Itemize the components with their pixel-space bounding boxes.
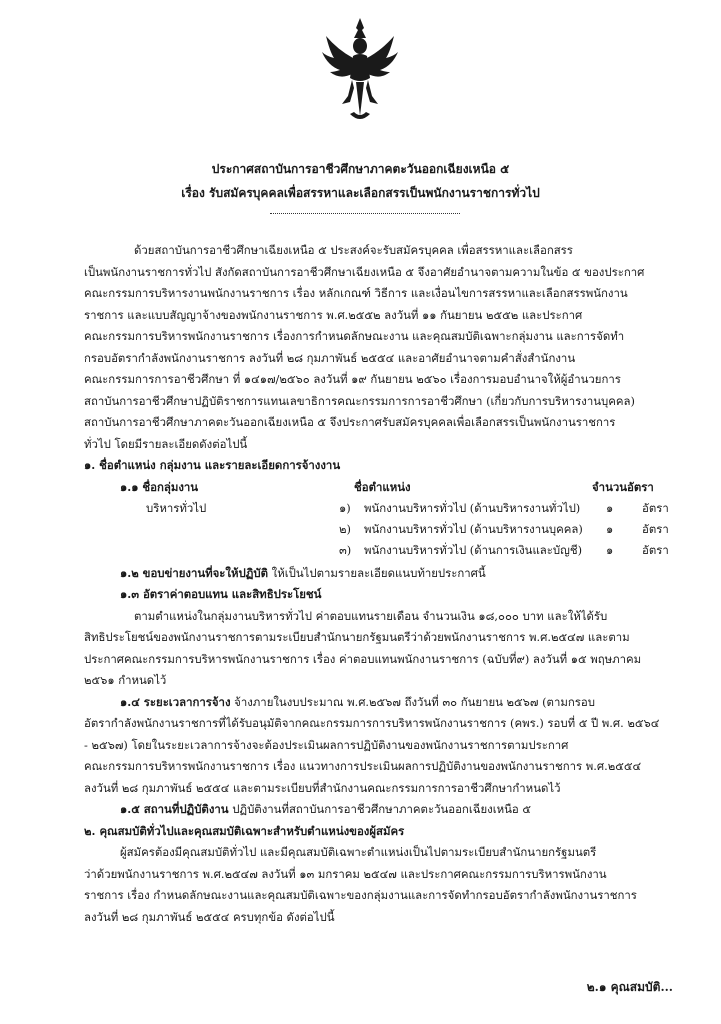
intro-line: คณะกรรมการบริหารพนักงานราชการ เรื่องการกำหนดลักษณะงาน และคุณสมบัติเฉพาะกลุ่มงาน และการจัดทำ [84, 329, 625, 343]
intro-line: คณะกรรมการบริหารงานพนักงานราชการ เรื่อง หลักเกณฑ์ วิธีการ และเงื่อนไขการสรรหาและเลือกสรรพนักงาน [84, 286, 628, 300]
continuation-marker: ๒.๑ คุณสมบัติ... [586, 980, 673, 994]
position-name: พนักงานบริหารทั่วไป (ด้านการเงินและบัญชี) [364, 542, 583, 557]
intro-line: คณะกรรมการการอาชีวศึกษา ที่ ๑๔๑๗/๒๕๖๐ ลงวันที่ ๑๙ กันยายน ๒๕๖๐ เรื่องการมอบอำนาจให้ผู้อำนวยการ [84, 372, 621, 386]
garuda-emblem-icon [320, 16, 400, 126]
announcement-subject: เรื่อง รับสมัครบุคคลเพื่อสรรหาและเลือกสรรเป็นพนักงานราชการทั่วไป [181, 186, 540, 200]
position-unit: อัตรา [642, 500, 669, 515]
section-1-3-line: ประกาศคณะกรรมการบริหารพนักงานราชการ เรื่อง ค่าตอบแทนพนักงานราชการ (ฉบับที่๙) ลงวันที่ ๑๕ พฤษภาคม [84, 651, 642, 666]
intro-line: ราชการ และแบบสัญญาจ้างของพนักงานราชการ พ.ศ.๒๕๕๒ ลงวันที่ ๑๑ กันยายน ๒๕๕๒ และประกาศ [84, 307, 583, 322]
intro-line: สถาบันการอาชีวศึกษาภาคตะวันออกเฉียงเหนือ ๕ จึงประกาศรับสมัครบุคคลเพื่อเลือกสรรเป็นพนักงานราชการ [84, 415, 616, 429]
position-count: ๑ [606, 500, 614, 515]
position-table [84, 477, 694, 563]
section-2-line: ว่าด้วยพนักงานราชการ พ.ศ.๒๕๔๗ ลงวันที่ ๑๓ มกราคม ๒๕๔๗ และประกาศคณะกรรมการบริหารพนักงาน [84, 866, 607, 881]
intro-line: สถาบันการอาชีวศึกษาปฏิบัติราชการแทนเลขาธิการคณะกรรมการการอาชีวศึกษา (เกี่ยวกับการบริหารงานบุคคล) [84, 393, 635, 408]
group-name: บริหารทั่วไป [146, 500, 207, 515]
section-1-4 [84, 692, 694, 714]
section-1-4-line: คณะกรรมการบริหารพนักงานราชการ เรื่อง แนวทางการประเมินผลการปฏิบัติงานของพนักงานราชการ พ.ศ.๒๕๕๔ [84, 759, 642, 773]
section-1-2-label: ๑.๒ ขอบข่ายงานที่จะให้ปฏิบัติ [120, 565, 269, 580]
section-1-5 [84, 799, 694, 821]
title-divider [270, 213, 460, 214]
section-1-2 [84, 563, 694, 585]
intro-line: กรอบอัตรากำลังพนักงานราชการ ลงวันที่ ๒๘ กุมภาพันธ์ ๒๕๕๔ และอาศัยอำนาจตามคำสั่งสำนักงาน [84, 350, 576, 365]
section-1-3-line: สิทธิประโยชน์ของพนักงานราชการตามระเบียบสำนักนายกรัฐมนตรีว่าด้วยพนักงานราชการ พ.ศ.๒๕๔๗ และตาม [84, 630, 630, 644]
section-2-line: ลงวันที่ ๒๘ กุมภาพันธ์ ๒๕๕๔ ครบทุกข้อ ดังต่อไปนี้ [84, 909, 335, 924]
intro-line: เป็นพนักงานราชการทั่วไป สังกัดสถาบันการอาชีวศึกษาเฉียงเหนือ ๕ จึงอาศัยอำนาจตามความในข้อ ๕ ของประกาศ [84, 264, 645, 279]
section-1-3-line: ตามตำแหน่งในกลุ่มงานบริหารทั่วไป ค่าตอบแทนรายเดือน จำนวนเงิน ๑๘,๐๐๐ บาท และให้ได้รับ [134, 608, 608, 623]
position-number: ๑) [339, 500, 351, 515]
section-1-4-line: ลงวันที่ ๒๘ กุมภาพันธ์ ๒๕๕๔ และตามระเบียบที่สำนักงานคณะกรรมการการอาชีวศึกษากำหนดไว้ [84, 780, 561, 795]
position-unit: อัตรา [642, 521, 669, 536]
position-count: ๑ [606, 521, 614, 536]
position-number: ๒) [339, 521, 351, 536]
section-1-4-line: - ๒๕๖๗) โดยในระยะเวลาการจ้างจะต้องประเมินผลการปฏิบัติงานของพนักงานราชการตามประกาศ [84, 737, 569, 752]
section-1-3-label: ๑.๓ อัตราค่าตอบแทน และสิทธิประโยชน์ [120, 587, 322, 601]
position-count: ๑ [606, 542, 614, 557]
section-1-5-label: ๑.๕ สถานที่ปฏิบัติงาน [120, 802, 229, 816]
position-name: พนักงานบริหารทั่วไป (ด้านบริหารงานทั่วไป) [364, 500, 581, 515]
section-2-line: ผู้สมัครต้องมีคุณสมบัติทั่วไป และมีคุณสมบัติเฉพาะตำแหน่งเป็นไปตามระเบียบสำนักนายกรัฐมนตรี [120, 845, 597, 859]
section-1-5-text: ปฏิบัติงานที่สถาบันการอาชีวศึกษาภาคตะวันออกเฉียงเหนือ ๕ [228, 802, 531, 816]
group-column-header: ๑.๑ ชื่อกลุ่มงาน [120, 479, 199, 494]
section-1-3-line: ๒๕๖๑ กำหนดไว้ [84, 673, 167, 687]
announcement-title: ประกาศสถาบันการอาชีวศึกษาภาคตะวันออกเฉียงเหนือ ๕ [211, 162, 510, 176]
section-1-4-text: จ้างภายในงบประมาณ พ.ศ.๒๕๖๗ ถึงวันที่ ๓๐ กันยายน ๒๕๖๗ (ตามกรอบ [230, 694, 595, 709]
intro-line: ด้วยสถาบันการอาชีวศึกษาเฉียงเหนือ ๕ ประสงค์จะรับสมัครบุคคล เพื่อสรรหาและเลือกสรร [134, 243, 573, 257]
section-1-4-line: อัตรากำลังพนักงานราชการที่ได้รับอนุมัติจากคณะกรรมการการบริหารพนักงานราชการ (คพร.) รอบที่ ๕ ปี พ.ศ. ๒๕๖๔ [84, 716, 660, 730]
section-1-heading: ๑. ชื่อตำแหน่ง กลุ่มงาน และรายละเอียดการจ้างงาน [84, 458, 341, 472]
section-2-line: ราชการ เรื่อง กำหนดลักษณะงานและคุณสมบัติเฉพาะของกลุ่มงานและการจัดทำกรอบอัตรากำลังพนักงานราชการ [84, 888, 637, 902]
position-unit: อัตรา [642, 542, 669, 557]
section-2-heading: ๒. คุณสมบัติทั่วไปและคุณสมบัติเฉพาะสำหรับตำแหน่งของผู้สมัคร [84, 823, 405, 838]
position-column-header: ชื่อตำแหน่ง [354, 479, 411, 494]
intro-line: ทั่วไป โดยมีรายละเอียดดังต่อไปนี้ [84, 436, 248, 451]
section-1-2-text: ให้เป็นไปตามรายละเอียดแนบท้ายประกาศนี้ [268, 565, 486, 580]
position-name: พนักงานบริหารทั่วไป (ด้านบริหารงานบุคคล) [364, 521, 583, 536]
position-number: ๓) [339, 542, 352, 557]
section-1-4-label: ๑.๔ ระยะเวลาการจ้าง [120, 694, 231, 709]
count-column-header: จำนวนอัตรา [592, 479, 654, 494]
document-body [84, 240, 694, 928]
